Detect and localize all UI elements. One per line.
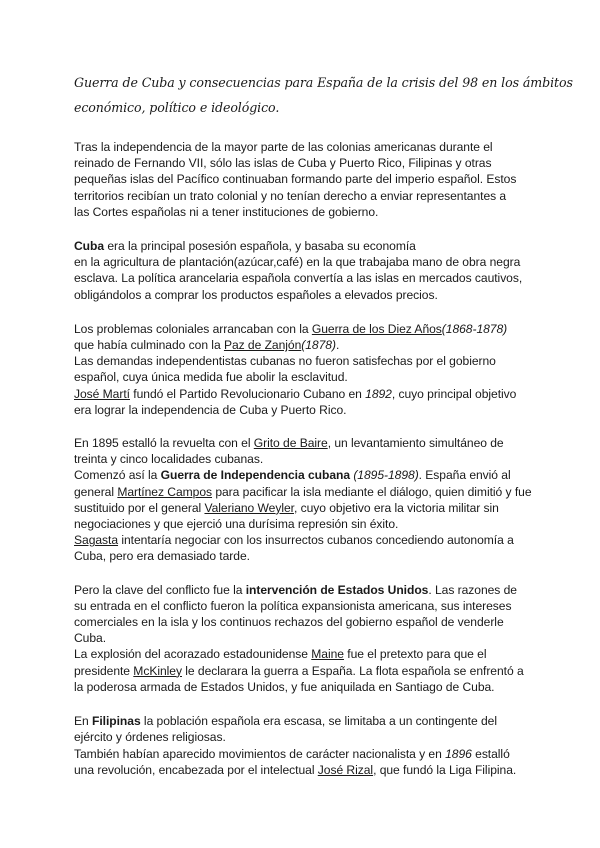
text-line: la poderosa armada de Estados Unidos, y fue aniquilada en Santiago de Cuba. [74, 679, 495, 694]
text-line: negociaciones y que ejerció una durísima represión sin éxito. [74, 517, 399, 532]
paragraph-us-intervention [74, 582, 538, 695]
text-line: Tras la independencia de la mayor parte de las colonias americanas durante el [74, 140, 493, 154]
text-run: intentaría negociar con los insurrectos cubanos concediendo autonomía a [118, 533, 514, 548]
underlined-term-mckinley: McKinley [133, 663, 182, 678]
text-run: Los problemas coloniales arrancaban con la [74, 321, 312, 336]
text-line: Cuba. [74, 631, 107, 646]
text-line: comerciales en la isla y los continuos rechazos del gobierno español de venderle [74, 615, 504, 630]
text-line [74, 582, 538, 598]
text-run: , un levantamiento simultáneo de [327, 436, 504, 451]
text-line: era lograr la independencia de Cuba y Puerto Rico. [74, 402, 347, 417]
underlined-term-grito-baire: Grito de Baire [253, 436, 328, 451]
text-run: presidente [74, 663, 134, 678]
text-line [74, 238, 538, 254]
text-run: fue el pretexto para que el [343, 647, 487, 662]
underlined-term-martinez-campos: Martínez Campos [117, 484, 213, 499]
text-line: Las demandas independentistas cubanas no fueron satisfechas por el gobierno [74, 354, 496, 369]
text-run: la población española era escasa, se limitaba a un contingente del [140, 714, 497, 729]
text-line: español, cuya única medida fue abolir la esclavitud. [74, 370, 348, 385]
bold-term-filipinas: Filipinas [92, 714, 141, 729]
text-run: fundó el Partido Revolucionario Cubano en [129, 386, 366, 401]
text-run: También habían aparecido movimientos de carácter nacionalista y en [74, 746, 446, 761]
document-title [74, 70, 573, 120]
text-run: , cuyo objetivo era la victoria militar sin [293, 500, 499, 515]
text-line: su entrada en el conflicto fueron la política expansionista americana, sus intereses [74, 598, 512, 613]
text-run: . [335, 338, 340, 353]
underlined-term-paz-zanjon: Paz de Zanjón [223, 338, 302, 353]
text-run: le declarara la guerra a España. La flota española se enfrentó a [181, 663, 524, 678]
text-line: treinta y cinco localidades cubanas. [74, 452, 264, 467]
text-line [74, 386, 538, 402]
underlined-term-valeriano-weyler: Valeriano Weyler [204, 500, 294, 515]
text-line [74, 321, 538, 337]
text-run: para pacificar la isla mediante el diálogo, quien dimitió y fue [212, 484, 532, 499]
title-line: económico, político e ideológico. [74, 100, 280, 115]
italic-dates: (1878) [301, 338, 336, 353]
text-line [74, 467, 538, 483]
text-run: estalló [471, 746, 510, 761]
paragraph-cuba [74, 238, 538, 303]
text-line: ejército y órdenes religiosas. [74, 730, 226, 745]
text-line [74, 435, 538, 451]
text-run: En 1895 estalló la revuelta con el [74, 436, 254, 451]
text-line [74, 484, 538, 500]
text-run: sustituido por el general [74, 500, 205, 515]
bold-term-cuba: Cuba [74, 239, 105, 254]
text-line [74, 762, 538, 778]
text-line: Cuba, pero era demasiado tarde. [74, 549, 250, 564]
text-line [74, 646, 538, 662]
text-run: Pero la clave del conflicto fue la [74, 582, 246, 597]
text-run: general [74, 484, 118, 499]
paragraph-independence-war [74, 435, 538, 565]
paragraph-filipinas [74, 713, 538, 778]
text-line [74, 532, 538, 548]
italic-dates: 1896 [445, 746, 472, 761]
underlined-term-guerra-diez-anos: Guerra de los Diez Años [311, 321, 442, 336]
text-line [74, 500, 538, 516]
paragraph-intro [74, 139, 538, 220]
text-line [74, 746, 538, 762]
bold-term-guerra-independencia: Guerra de Independencia cubana [160, 468, 351, 483]
text-line [74, 337, 538, 353]
underlined-term-sagasta: Sagasta [74, 533, 119, 548]
text-run: En [74, 714, 93, 729]
text-run: Comenzó así la [74, 468, 161, 483]
italic-dates: 1892 [365, 386, 392, 401]
text-line [74, 713, 538, 729]
title-line: Guerra de Cuba y consecuencias para España de la crisis del 98 en los ámbitos [74, 75, 573, 90]
text-run: , que fundó la Liga Filipina. [373, 762, 517, 777]
text-run: La explosión del acorazado estadounidense [74, 647, 312, 662]
text-run: era la principal posesión española, y basaba su economía [104, 239, 416, 254]
text-run: una revolución, encabezada por el intelectual [74, 762, 318, 777]
text-line: pequeñas islas del Pacífico continuaban formando parte del imperio español. Estos [74, 172, 517, 187]
text-run: que había culminado con la [74, 338, 224, 353]
text-run: . Las razones de [428, 582, 517, 597]
paragraph-colonial-problems [74, 321, 538, 418]
text-line: esclava. La política arancelaria española convertía a las islas en mercados cautivos, [74, 271, 523, 286]
italic-dates: (1895-1898) [350, 468, 419, 483]
text-line: obligándolos a comprar los productos españoles a elevados precios. [74, 287, 438, 302]
bold-term-intervencion-eeuu: intervención de Estados Unidos [245, 582, 429, 597]
underlined-term-jose-rizal: José Rizal [317, 762, 374, 777]
text-line [74, 663, 538, 679]
underlined-term-jose-marti: José Martí [74, 386, 130, 401]
underlined-term-maine: Maine [311, 647, 344, 662]
text-line: las Cortes españolas ni a tener instituciones de gobierno. [74, 204, 379, 219]
text-line: territorios recibían un trato colonial y no tenían derecho a enviar representantes a [74, 188, 507, 203]
text-line: reinado de Fernando VII, sólo las islas de Cuba y Puerto Rico, Filipinas y otras [74, 156, 492, 171]
italic-dates: (1868-1878) [441, 321, 508, 336]
text-run: , cuyo principal objetivo [391, 386, 517, 401]
text-line: en la agricultura de plantación(azúcar,café) en la que trabajaba mano de obra negra [74, 255, 521, 270]
text-run: . España envió al [418, 468, 511, 483]
